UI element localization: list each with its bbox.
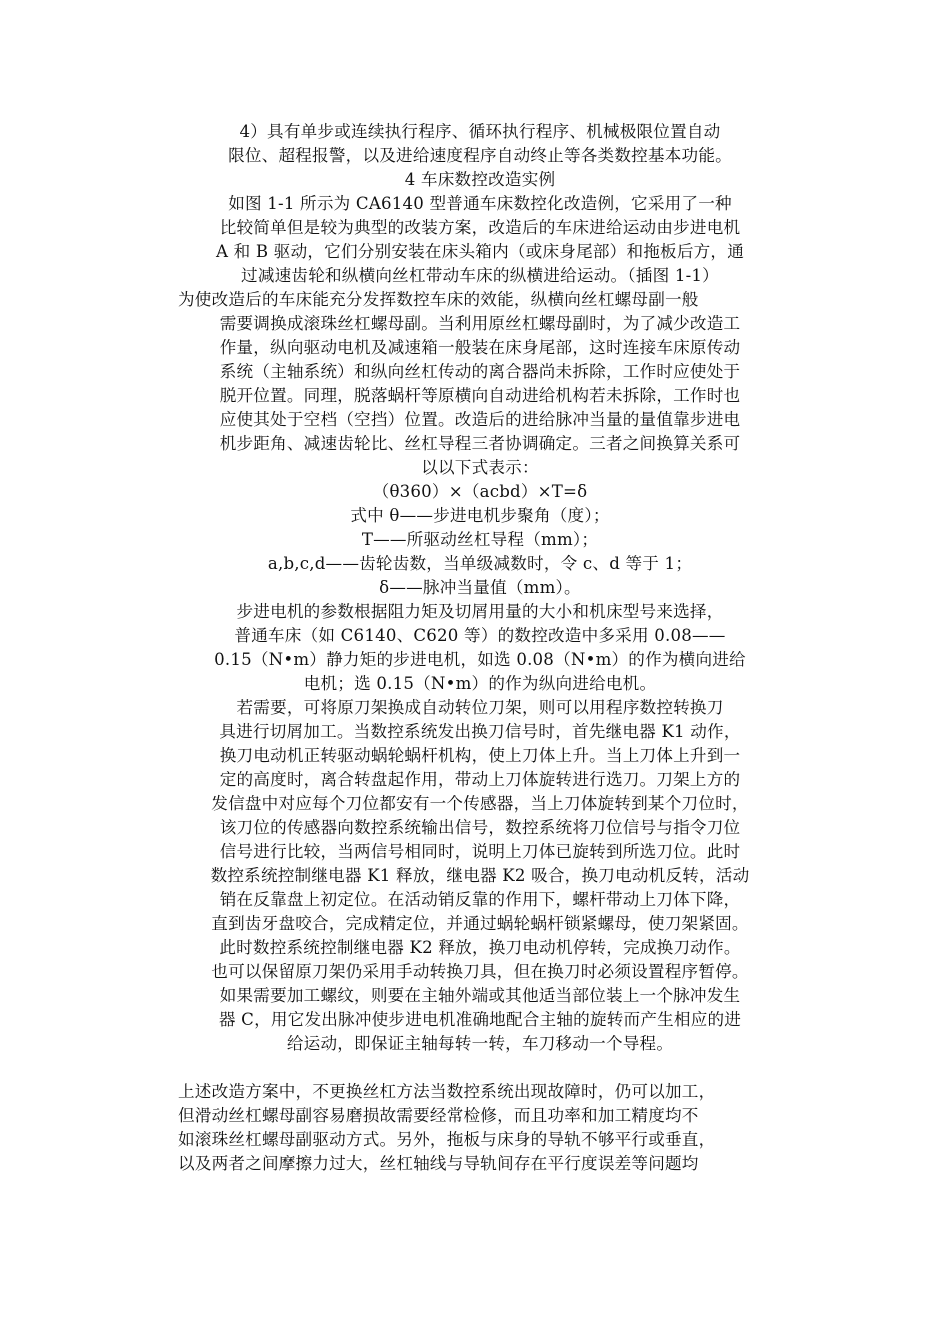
text-line: 如果需要加工螺纹，则要在主轴外端或其他适当部位装上一个脉冲发生 bbox=[219, 986, 741, 1005]
text-line: 电机；选 0.15（N•m）的作为纵向进给电机。 bbox=[303, 674, 657, 693]
text-line: 发信盘中对应每个刀位都安有一个传感器，当上刀体旋转到某个刀位时， bbox=[211, 794, 749, 813]
text-line: 普通车床（如 C6140、C620 等）的数控改造中多采用 0.08—— bbox=[234, 626, 726, 645]
text-line: A 和 B 驱动，它们分别安装在床头箱内（或床身尾部）和拖板后方，通 bbox=[215, 242, 745, 261]
text-line: 数控系统控制继电器 K1 释放，继电器 K2 吸合，换刀电动机反转，活动 bbox=[210, 866, 750, 885]
text-line: 脱开位置。同理，脱落蜗杆等原横向自动进给机构若未拆除，工作时也 bbox=[219, 386, 741, 405]
text-line: 该刀位的传感器向数控系统输出信号，数控系统将刀位信号与指令刀位 bbox=[219, 818, 741, 837]
text-line: 若需要，可将原刀架换成自动转位刀架，则可以用程序数控转换刀 bbox=[236, 698, 724, 717]
body-text bbox=[178, 120, 782, 1176]
text-line: 作量，纵向驱动电机及减速箱一般装在床身尾部，这时连接车床原传动 bbox=[219, 338, 741, 357]
text-line: 4）具有单步或连续执行程序、循环执行程序、机械极限位置自动 bbox=[239, 122, 721, 141]
text-line: 系统（主轴系统）和纵向丝杠传动的离合器尚未拆除，工作时应使处于 bbox=[219, 362, 741, 381]
text-line: 步进电机的参数根据阻力矩及切屑用量的大小和机床型号来选择， bbox=[236, 602, 724, 621]
text-line: 此时数控系统控制继电器 K2 释放，换刀电动机停转，完成换刀动作。 bbox=[219, 938, 741, 957]
text-line: 以及两者之间摩擦力过大，丝杠轴线与导轨间存在平行度误差等问题均 bbox=[178, 1154, 699, 1173]
text-line: δ——脉冲当量值（mm）。 bbox=[379, 578, 581, 597]
text-line: 限位、超程报警，以及进给速度程序自动终止等各类数控基本功能。 bbox=[228, 146, 732, 165]
text-line: 给运动，即保证主轴每转一转，车刀移动一个导程。 bbox=[286, 1034, 674, 1053]
text-line: （θ360）×（acbd）×T=δ bbox=[372, 482, 588, 501]
text-line: 比较简单但是较为典型的改装方案，改造后的车床进给运动由步进电机 bbox=[219, 218, 741, 237]
text-line: 具进行切屑加工。当数控系统发出换刀信号时，首先继电器 K1 动作， bbox=[219, 722, 741, 741]
text-line: 直到齿牙盘咬合，完成精定位，并通过蜗轮蜗杆锁紧螺母，使刀架紧固。 bbox=[211, 914, 749, 933]
text-line: 销在反靠盘上初定位。在活动销反靠的作用下，螺杆带动上刀体下降， bbox=[219, 890, 741, 909]
text-line: 定的高度时，离合转盘起作用，带动上刀体旋转进行选刀。刀架上方的 bbox=[219, 770, 741, 789]
text-line: 以以下式表示： bbox=[421, 458, 539, 477]
section-heading: 4 车床数控改造实例 bbox=[404, 170, 556, 189]
text-line: a,b,c,d——齿轮齿数，当单级减数时，令 c、d 等于 1； bbox=[267, 554, 693, 573]
text-line: 机步距角、减速齿轮比、丝杠导程三者协调确定。三者之间换算关系可 bbox=[219, 434, 741, 453]
text-line: 但滑动丝杠螺母副容易磨损故需要经常检修，而且功率和加工精度均不 bbox=[178, 1106, 699, 1125]
text-line: 也可以保留原刀架仍采用手动转换刀具，但在换刀时必须设置程序暂停。 bbox=[211, 962, 749, 981]
text-line: 信号进行比较，当两信号相同时，说明上刀体已旋转到所选刀位。此时 bbox=[219, 842, 741, 861]
text-line: 换刀电动机正转驱动蜗轮蜗杆机构，使上刀体上升。当上刀体上升到一 bbox=[219, 746, 741, 765]
text-line: 应使其处于空档（空挡）位置。改造后的进给脉冲当量的量值靠步进电 bbox=[219, 410, 741, 429]
text-line: 式中 θ——步进电机步聚角（度）； bbox=[350, 506, 610, 525]
text-line: 为使改造后的车床能充分发挥数控车床的效能，纵横向丝杠螺母副一般 bbox=[178, 290, 699, 309]
text-line: 器 C，用它发出脉冲使步进电机准确地配合主轴的旋转而产生相应的进 bbox=[218, 1010, 742, 1029]
paragraph-gap bbox=[178, 1056, 782, 1080]
text-line: 如滚珠丝杠螺母副驱动方式。另外，拖板与床身的导轨不够平行或垂直， bbox=[178, 1130, 716, 1149]
text-line: 上述改造方案中，不更换丝杠方法当数控系统出现故障时，仍可以加工， bbox=[178, 1082, 716, 1101]
text-line: T——所驱动丝杠导程（mm）； bbox=[361, 530, 599, 549]
text-line: 过减速齿轮和纵横向丝杠带动车床的纵横进给运动。（插图 1-1） bbox=[241, 266, 719, 285]
text-line: 0.15（N•m）静力矩的步进电机，如选 0.08（N•m）的作为横向进给 bbox=[214, 650, 746, 669]
text-line: 如图 1-1 所示为 CA6140 型普通车床数控化改造例，它采用了一种 bbox=[228, 194, 732, 213]
text-line: 需要调换成滚珠丝杠螺母副。当利用原丝杠螺母副时，为了减少改造工 bbox=[219, 314, 741, 333]
